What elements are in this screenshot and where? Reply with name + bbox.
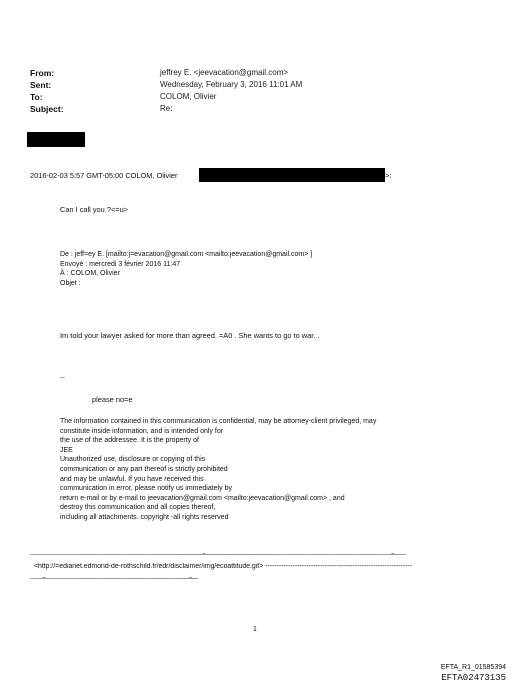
disclaimer-line: JEE [60,446,73,454]
disclaimer-line: constitute inside information, and is intended only for [60,427,224,435]
redaction-email [199,168,385,182]
disclaimer-line: return e-mail or by e-mail to jeevacation@gmail.com <mailto:jeevacation@gmail.com> , and [60,494,345,502]
disclaimer-block [60,417,376,523]
disclaimer-line: the use of the addressee. It is the property of [60,437,199,445]
footer-ref-2: EFTA02473135 [441,673,506,683]
sent-value: Wednesday, February 3, 2016 11:01 AM [160,80,303,89]
subject-label: Subject: [30,104,64,114]
disclaimer-line: destroy this communication and all copies thereof, [60,504,216,512]
disclaimer-line: communication in error, please notify us immediately by [60,485,232,493]
to-value: COLOM, Olivier [160,92,217,101]
please-note: please no=e [92,395,133,404]
forwarded-message: Im told your lawyer asked for more than agreed. =A0 . She wants to go to war. . [60,331,320,340]
disclaimer-line: and may be unlawful. If you have received this [60,475,204,483]
disclaimer-line: Unauthorized use, disclosure or copying of this [60,456,206,464]
forward-a: À : COLOM, Olivier [60,270,120,278]
disclaimer-line: including all attachments. copyright -all rights reserved [60,513,229,521]
forwarded-header [60,250,312,288]
to-label: To: [30,92,43,102]
disclaimer-image-url: <http://=edianet.edmond-de-rothschild.fr/edr/disclaimer/img/ecoattitude.gif> ---------------------------------------------------------------- [34,563,413,570]
separator-line-3: --------=------------------------------------------------------------------------------------------------=---- [30,576,198,582]
redaction-block [27,132,85,147]
forward-envoye: Envoyé : mercredi 3 février 2016 11:47 [60,260,181,268]
disclaimer-line: The information contained in this communication is confidential, may be attorney-client privileged, may [60,418,377,425]
subject-value: Re: [160,104,173,113]
sent-label: Sent: [30,80,52,90]
reply-header-line: 2016-02-03 5:57 GMT-05:00 COLOM, Olivier [30,171,178,180]
footer-ref-1: EFTA_R1_01585394 [440,664,506,671]
disclaimer-line: communication or any part thereof is strictly prohibited [60,465,228,473]
from-value: jeffrey E. <jeevacation@gmail.com> [160,68,289,77]
reply-header-suffix: >: [385,171,392,180]
from-label: From: [30,68,55,78]
forward-objet: Objet : [60,279,81,287]
page-number: 1 [253,626,257,633]
signature-separator: -- [60,373,65,382]
message-question: Can I call you ?<=u> [60,205,128,214]
forward-de: De : jeff=ey E. [mailto:j=evacation@gmail.com <mailto:jeevacation@gmail.com> ] [60,251,313,258]
separator-line-1: -------------------------------------------------------------------------------------------------------------------=----------------------------------------------------------------------------------------------------------------------------=-------- [30,552,407,558]
